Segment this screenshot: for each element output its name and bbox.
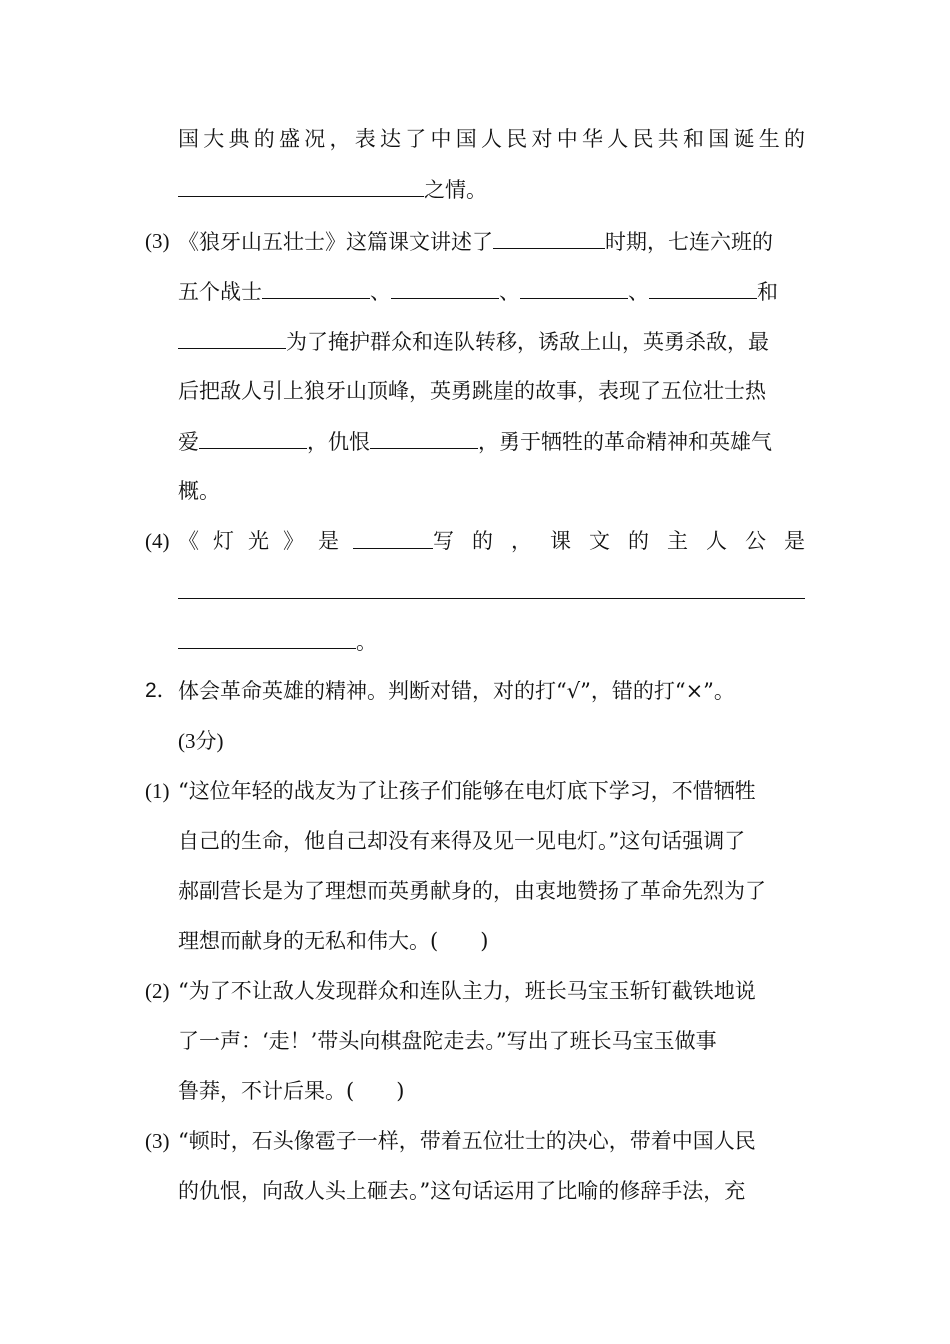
question-text: 和 [757,280,778,304]
continued-line-2 [178,174,487,205]
answer-blank[interactable] [370,426,478,449]
answer-blank[interactable] [178,174,424,197]
question-4-line-3 [178,626,377,657]
answer-blank[interactable] [199,426,307,449]
section-title-text: 体会革命英雄的精神。判断对错，对的打“√”，错的打“×”。 [178,679,735,703]
question-number: (4) [145,529,170,553]
question-text: ，仇恨 [307,430,370,454]
section-title [178,676,735,706]
question-text: 后把敌人引上狼牙山顶峰，英勇跳崖的故事，表现了五位壮士热 [178,379,766,403]
question-3-line-3 [178,326,769,357]
item-2-line: 了一声：‘走！’带头向棋盘陀走去。”写出了班长马宝玉做事 [178,1029,717,1053]
answer-blank[interactable] [649,276,757,299]
question-text: 《灯光》是 [178,529,353,553]
question-3-line-1 [178,226,773,257]
question-text: 《狼牙山五壮士》这篇课文讲述了 [178,230,493,254]
question-text: 为了掩护群众和连队转移，诱敌上山，英勇杀敌，最 [286,330,769,354]
line-suffix: 之情。 [424,178,487,202]
item-1-line: 理想而献身的无私和伟大。( ) [178,929,489,953]
item-3-line: 的仇恨，向敌人头上砸去。”这句话运用了比喻的修辞手法，充 [178,1179,746,1203]
item-1-line: “这位年轻的战友为了让孩子们能够在电灯底下学习，不惜牺牲 [178,779,756,803]
question-text: 时期，七连六班的 [605,230,773,254]
continued-line-text: 国 大 典 的 盛 况 ， 表 达 了 中 国 人 民 对 中 华 人 民 共 和 国 诞 生 的 [178,127,805,151]
item-3-line: “顿时，石头像雹子一样，带着五位壮士的决心，带着中国人民 [178,1129,756,1153]
item-2-line: 鲁莽，不计后果。( ) [178,1079,405,1103]
item-1-line: 郝副营长是为了理想而英勇献身的，由衷地赞扬了革命先烈为了 [178,879,766,903]
item-number: (3) [145,1129,170,1153]
question-3-line-2 [178,276,778,307]
answer-blank[interactable] [178,626,356,649]
answer-blank[interactable] [493,226,605,249]
answer-blank[interactable] [178,326,286,349]
question-text: 概。 [178,479,220,503]
section-number: 2． [145,679,178,702]
question-text: 写的，课文的主人公是 [433,529,823,553]
question-text: 爱 [178,430,199,454]
question-text: ，勇于牺牲的革命精神和英雄气 [478,430,772,454]
question-3-line-4 [178,376,766,406]
answer-line[interactable] [178,598,805,599]
answer-blank[interactable] [262,276,370,299]
item-number: (1) [145,779,170,803]
item-number: (2) [145,979,170,1003]
separator: 、 [370,280,391,304]
answer-blank[interactable] [520,276,628,299]
question-4-line-1 [178,526,823,556]
question-text: 五个战士 [178,280,262,304]
section-score: (3分) [178,729,224,753]
question-3-line-5 [178,426,772,457]
item-1-line: 自己的生命，他自己却没有来得及见一见电灯。”这句话强调了 [178,829,746,853]
line-suffix: 。 [356,630,377,654]
question-number: (3) [145,229,170,253]
question-3-line-6 [178,476,220,506]
answer-blank[interactable] [353,526,433,549]
separator: 、 [628,280,649,304]
item-2-line: “为了不让敌人发现群众和连队主力，班长马宝玉斩钉截铁地说 [178,979,756,1003]
continued-line [178,124,805,154]
separator: 、 [499,280,520,304]
answer-blank[interactable] [391,276,499,299]
